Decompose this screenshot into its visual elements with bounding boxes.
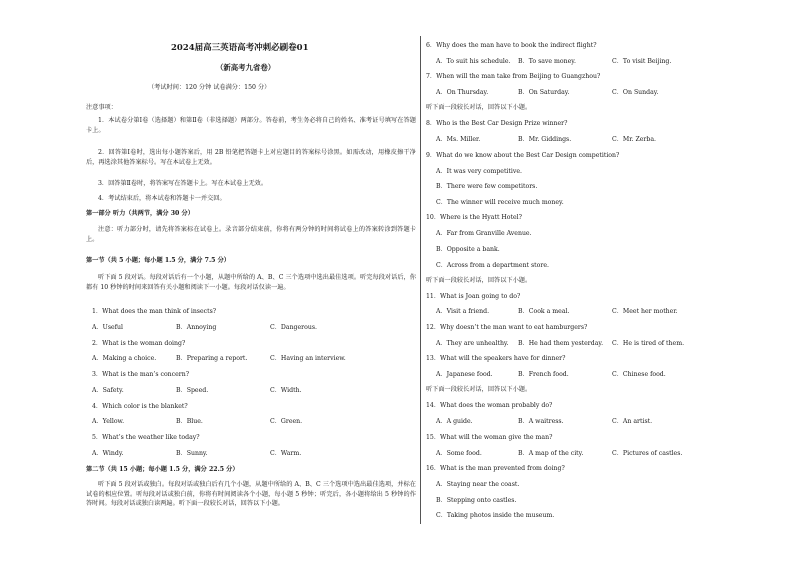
note-item: 2．回答第Ⅰ卷时，选出每小题答案后，用 2B 铅笔把答题卡上对应题目的答案标号涂黑。如需改动，用橡皮擦干净后，再选涂其他答案标号。写在本试卷上无效。 xyxy=(86,149,416,166)
section1-intro: 听下面 5 段对话。每段对话后有一个小题，从题中所给的 A、B、C 三个选项中选出最佳选项。听完每段对话后，你都有 10 秒钟的时间来回答有关小题和阅读下一小题。每段对话仅读一遍。 xyxy=(86,274,416,291)
option-b: B．Sunny. xyxy=(176,450,208,457)
option-c: C．Warm. xyxy=(270,450,302,457)
option-b: B．Cook a meal. xyxy=(518,308,570,315)
question-text: 2．What is the woman doing? xyxy=(92,340,186,347)
question-text: 11．What is Joan going to do? xyxy=(426,293,521,300)
option-b: B．French food. xyxy=(518,371,569,378)
option-b: B．A waitress. xyxy=(518,418,564,425)
option-a: A．Staying near the coast. xyxy=(436,481,520,488)
option-a: A．Japanese food. xyxy=(436,371,493,378)
option-c: C．The winner will receive much money. xyxy=(436,199,564,206)
option-a: A．Some food. xyxy=(436,450,482,457)
option-c: C．Taking photos inside the museum. xyxy=(436,512,555,519)
option-c: C．On Sunday. xyxy=(612,89,659,96)
option-b: B．Preparing a report. xyxy=(176,355,248,362)
option-a: A．Visit a friend. xyxy=(436,308,490,315)
option-c: C．Having an interview. xyxy=(270,355,346,362)
option-c: C．Green. xyxy=(270,418,303,425)
question-text: 1．What does the man think of insects? xyxy=(92,308,217,315)
option-c: C．Meet her mother. xyxy=(612,308,678,315)
option-a: A．It was very competitive. xyxy=(436,168,522,175)
question-text: 13．What will the speakers have for dinner? xyxy=(426,355,566,362)
option-c: C．Chinese food. xyxy=(612,371,666,378)
section2-intro: 听下面 5 段对话或独白。每段对话或独白后有几个小题，从题中所给的 A、B、C 三个选项中选出最佳选项，并标在试卷的相应位置。听每段对话或独白前，你将有时间阅读各个小题，每小题 5 秒钟；听完后，各小题将给出 5 秒钟的作答时间。每段对话或独白读两遍。听下面一段较长对话，回答以下小题。 xyxy=(86,481,416,507)
option-b: B．He had them yesterday. xyxy=(518,340,604,347)
question-text: 10．Where is the Hyatt Hotel? xyxy=(426,214,522,221)
option-b: B．On Saturday. xyxy=(518,89,570,96)
option-c: C．He is tired of them. xyxy=(612,340,685,347)
part1-intro: 注意：听力部分时，请先将答案标在试卷上。录音部分结束前，你将有两分钟的时间将试卷上的答案转涂到答题卡上。 xyxy=(86,226,416,243)
question-text: 16．What is the man prevented from doing? xyxy=(426,465,565,472)
option-c: C．An artist. xyxy=(612,418,653,425)
exam-subtitle: （新高考九省卷） xyxy=(216,63,276,72)
option-b: B．To save money. xyxy=(518,58,576,65)
question-text: 14．What does the woman probably do? xyxy=(426,402,553,409)
question-text: 8．Who is the Best Car Design Prize winner? xyxy=(426,120,568,127)
note-item: 4．考试结束后，将本试卷和答题卡一并交回。 xyxy=(98,195,226,202)
listening-instruction: 听下面一段较长对话，回答以下小题。 xyxy=(426,277,532,284)
option-a: A．Windy. xyxy=(92,450,124,457)
question-text: 5．What’s the weather like today? xyxy=(92,434,200,441)
exam-title: 2024届高三英语高考冲刺必刷卷01 xyxy=(171,43,309,53)
option-c: C．Pictures of castles. xyxy=(612,450,683,457)
option-a: A．Safety. xyxy=(92,387,124,394)
option-b: B．Speed. xyxy=(176,387,209,394)
option-a: A．Making a choice. xyxy=(92,355,157,362)
note-item: 1．本试卷分第Ⅰ卷（选择题）和第Ⅱ卷（非选择题）两部分。答卷前，考生务必将自己的姓名、准考证号填写在答题卡上。 xyxy=(86,117,416,134)
option-c: C．Dangerous. xyxy=(270,324,317,331)
option-a: A．To suit his schedule. xyxy=(436,58,511,65)
question-text: 15．What will the woman give the man? xyxy=(426,434,553,441)
option-c: C．To visit Beijing. xyxy=(612,58,672,65)
option-b: B．There were few competitors. xyxy=(436,183,538,190)
question-text: 4．Which color is the blanket? xyxy=(92,403,188,410)
option-a: A．Ms. Miller. xyxy=(436,136,481,143)
listening-instruction: 听下面一段较长对话，回答以下小题。 xyxy=(426,104,532,111)
listening-instruction: 听下面一段较长对话，回答以下小题。 xyxy=(426,386,532,393)
option-c: C．Width. xyxy=(270,387,302,394)
option-b: B．Mr. Giddings. xyxy=(518,136,572,143)
option-a: A．Far from Granville Avenue. xyxy=(436,230,532,237)
exam-info: （考试时间：120 分钟 试卷满分：150 分） xyxy=(148,84,271,91)
option-b: B．Opposite a bank. xyxy=(436,246,500,253)
option-b: B．A map of the city. xyxy=(518,450,584,457)
option-a: A．A guide. xyxy=(436,418,473,425)
notes-heading: 注意事项： xyxy=(86,104,117,111)
option-b: B．Stepping onto castles. xyxy=(436,497,517,504)
option-a: A．On Thursday. xyxy=(436,89,489,96)
option-c: C．Across from a department store. xyxy=(436,262,549,269)
question-text: 12．Why doesn’t the man want to eat hamburgers? xyxy=(426,324,588,331)
option-b: B．Annoying xyxy=(176,324,217,331)
section2-heading: 第二节（共 15 小题；每小题 1.5 分，满分 22.5 分） xyxy=(86,466,239,473)
question-text: 6．Why does the man have to book the indirect flight? xyxy=(426,42,597,49)
question-text: 3．What is the man’s concern? xyxy=(92,371,190,378)
option-a: A．Useful xyxy=(92,324,123,331)
option-a: A．They are unhealthy. xyxy=(436,340,509,347)
option-b: B．Blue. xyxy=(176,418,203,425)
part1-heading: 第一部分 听力（共两节，满分 30 分） xyxy=(86,210,194,217)
question-text: 9．What do we know about the Best Car Design competition? xyxy=(426,152,620,159)
option-c: C．Mr. Zerba. xyxy=(612,136,657,143)
option-a: A．Yellow. xyxy=(92,418,125,425)
column-divider xyxy=(420,36,421,524)
section1-heading: 第一节（共 5 小题；每小题 1.5 分，满分 7.5 分） xyxy=(86,257,230,264)
question-text: 7．When will the man take from Beijing to Guangzhou? xyxy=(426,73,601,80)
note-item: 3．回答第Ⅱ卷时，将答案写在答题卡上。写在本试卷上无效。 xyxy=(98,180,268,187)
